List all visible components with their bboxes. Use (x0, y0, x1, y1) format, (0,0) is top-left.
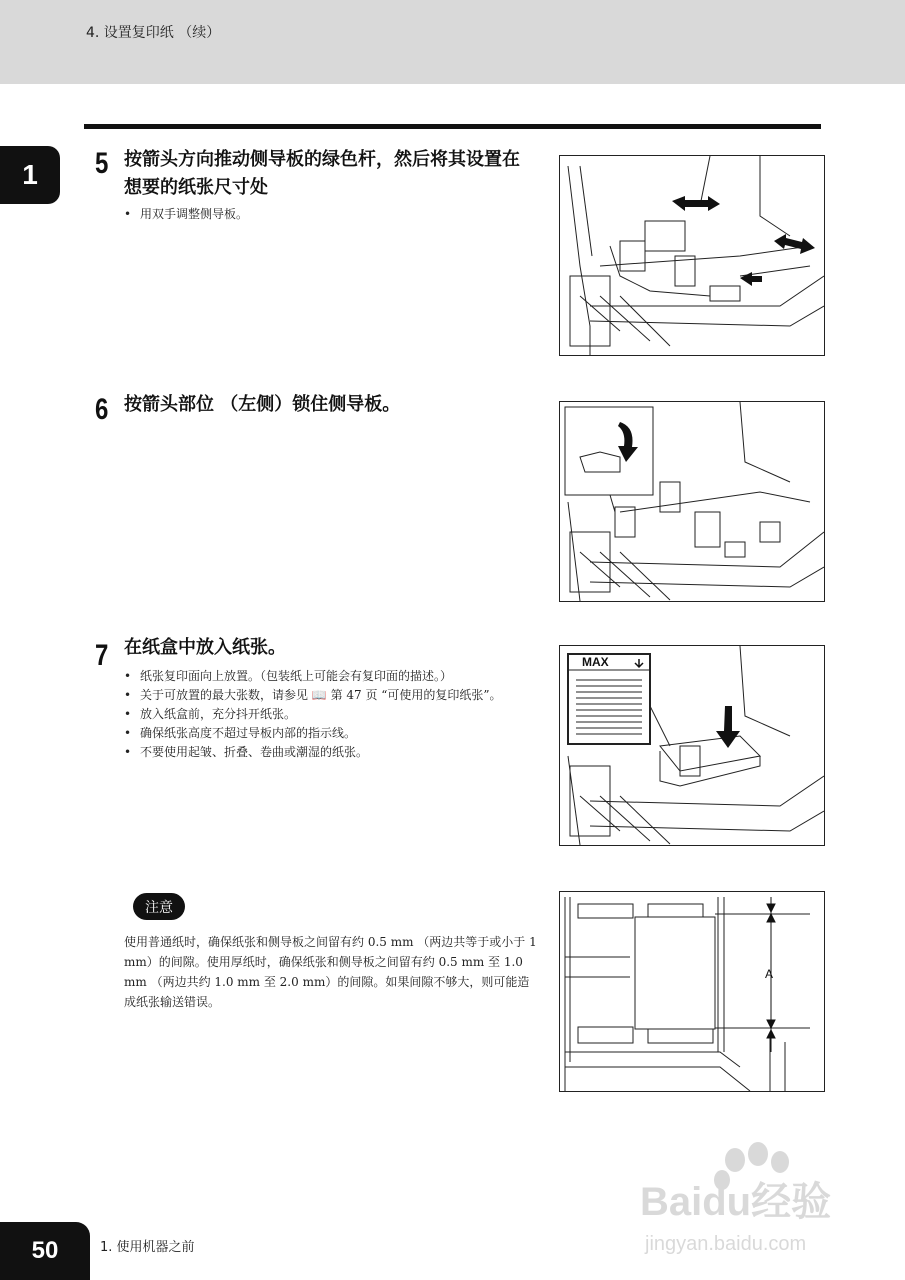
step-5-title: 按箭头方向推动侧导板的绿色杆，然后将其设置在想要的纸张尺寸处 (124, 149, 520, 198)
watermark-brand: Baidu经验 (640, 1180, 832, 1224)
step-5-number: 5 (95, 147, 109, 180)
tray-illustration (560, 156, 824, 355)
baidu-watermark (640, 1140, 860, 1270)
tray-lock-illustration (560, 402, 824, 601)
down-arrow-icon (635, 659, 643, 667)
header-rule (84, 124, 821, 129)
step-7-title: 在纸盒中放入纸张。 (124, 637, 286, 658)
footer-chapter-title: 1. 使用机器之前 (100, 1240, 195, 1255)
baidu-paw-logo (640, 1140, 860, 1270)
step-7-bullet: • 纸张复印面向上放置。（包装纸上可能会有复印面的描述。） (124, 667, 534, 686)
chapter-tab: 1 (0, 146, 60, 204)
step-7-bullet: • 关于可放置的最大张数，请参见 📖 第 47 页 “可使用的复印纸张”。 (124, 686, 534, 705)
figure-lock-side-guide (559, 401, 825, 602)
gap-label: A (765, 967, 774, 981)
step-7-bullet: • 放入纸盒前，充分抖开纸张。 (124, 705, 534, 724)
max-label: MAX (582, 655, 609, 669)
step-5-bullets (124, 205, 534, 224)
watermark-url: jingyan.baidu.com (645, 1233, 807, 1255)
caution-text: 使用普通纸时，确保纸张和侧导板之间留有约 0.5 mm （两边共等于或小于 1 mm）的间隙。使用厚纸时，确保纸张和侧导板之间留有约 0.5 mm 至 1.0 mm （两边共约 1.0 mm 至 2.0 mm）的间隙。如果间隙不够大，则可能造成纸张输送错误。 (124, 935, 537, 1009)
paper-load-illustration (560, 646, 824, 845)
step-7-bullet: • 不要使用起皱、折叠、卷曲或潮湿的纸张。 (124, 743, 534, 762)
figure-gap-diagram (559, 891, 825, 1092)
page-number: 50 (0, 1222, 90, 1280)
page-header (0, 0, 905, 84)
section-title: 4. 设置复印纸 （续） (86, 25, 221, 41)
figure-load-paper (559, 645, 825, 846)
step-7-bullet: • 确保纸张高度不超过导板内部的指示线。 (124, 724, 534, 743)
step-7-bullets (124, 667, 534, 762)
step-7-number: 7 (95, 639, 109, 672)
figure-side-guide-push (559, 155, 825, 356)
step-5-bullet: • 用双手调整侧导板。 (124, 205, 534, 224)
step-6-title: 按箭头部位 （左侧）锁住侧导板。 (124, 394, 401, 415)
step-6-number: 6 (95, 393, 109, 426)
gap-diagram (560, 892, 824, 1091)
caution-badge: 注意 (133, 893, 185, 920)
